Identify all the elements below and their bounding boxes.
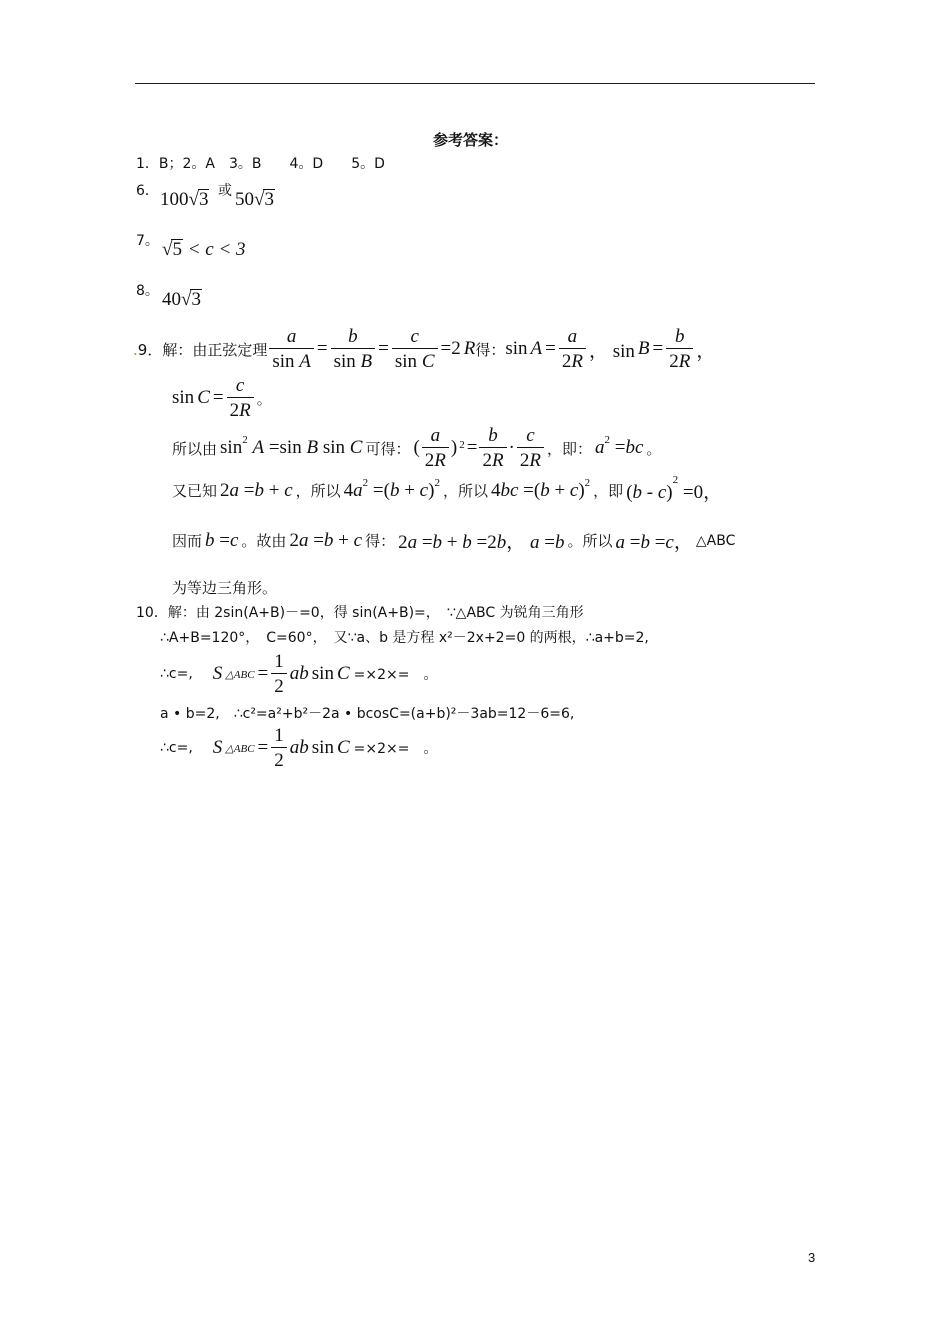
answer-title: 参考答案： (433, 131, 509, 149)
q10-line-2: ∴A+B=120°， C=60°， 又∵a、b 是方程 x²－2x+2=0 的两根，∴a+b=2, (160, 630, 649, 646)
q8-answer: 40√3 (162, 289, 201, 310)
q6-or: 或 (218, 183, 232, 199)
q8-number: 8。 (136, 283, 159, 299)
q10-line-3: ∴c=, S △ABC = $\frac{1}{2}$ ab sin C =×2×= 。 (160, 651, 438, 697)
q7-number: 7。 (136, 233, 159, 249)
mark-dot: . (133, 340, 138, 359)
q9-line-4: 又已知 2a =b + c ，所以 $4a^2 =(b + c)^2$ ，所以 $4bc =(b + c)^2$ ，即 (b - c)$^2$ =0， (172, 474, 723, 503)
q9-line-3: 所以由 $\sin^2 A =\sin$ B sin C 可得： ( $\frac{a}{2R}$ ) $^2$ = $\frac{b}{2R}$ · $\frac{c}{2R}$ ，即： $a^2 =bc$ 。 (172, 425, 662, 471)
q10-line-1: 10．解：由 2sin(A+B)－=0，得 sin(A+B)=， ∵△ABC 为锐角三角形 (136, 605, 584, 621)
q6-answer-1: 100√3 (160, 189, 209, 210)
q6-answer-2: 50√3 (235, 189, 274, 210)
q10-line-5: ∴c=, S △ABC = $\frac{1}{2}$ ab sin C =×2×= 。 (160, 725, 438, 771)
q9-line-1: .9．解：由正弦定理 $\frac{a}{\text{sin A}}$ = $\frac{b}{\text{sin B}}$ = $\frac{c}{\text{sin C}}$ =2 R 得： sin A = $\frac{a}{2R}$ ， sin B = $\frac{b}{2R}$ ， (133, 326, 716, 372)
page-number: 3 (808, 1250, 816, 1265)
answer-line-1-5: 1．B；2。A 3。B 4。D 5。D (136, 156, 385, 172)
header-rule (135, 83, 815, 84)
q9-line-2: sin C = $\frac{c}{2R}$ 。 (172, 375, 272, 421)
q9-line-6: 为等边三角形。 (172, 579, 278, 597)
q6-number: 6． (136, 183, 159, 199)
q10-line-4: a • b=2, ∴c²=a²+b²－2a • bcosC=(a+b)²－3ab=12－6=6, (160, 706, 575, 722)
q9-line-5: 因而 b =c 。故由 2a =b + c 得： 2a =b + b =2b， a =b 。所以 a =b =c， △ABC (172, 529, 736, 553)
q7-answer: √5 < c < 3 (162, 239, 246, 260)
